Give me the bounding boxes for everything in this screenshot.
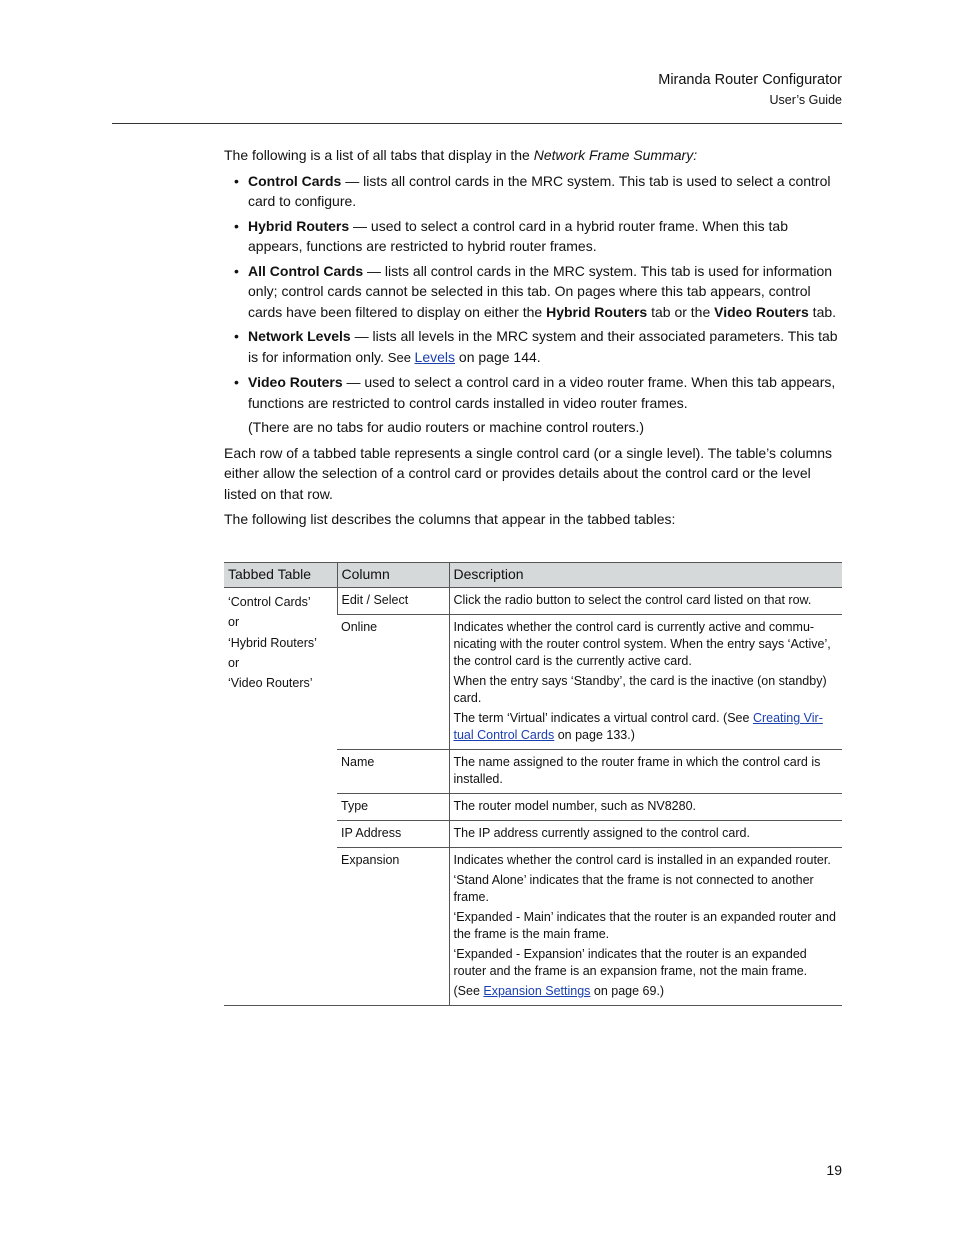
reference-text: on page 133.) [554, 728, 635, 742]
term: Control Cards [248, 172, 342, 189]
definition: — used to select a control card in a hybrid router frame. When this tab appears, functions are restricted to hybrid router frames. [248, 217, 788, 254]
definition-end: tab. [808, 303, 837, 320]
term: Video Routers [248, 374, 343, 390]
list-item [224, 326, 842, 368]
description-text: Click the radio button to select the control card listed on that row. [453, 593, 812, 607]
tabbed-table-cell [224, 588, 337, 1006]
definition-end: on page 144. [455, 348, 541, 365]
column-cell: Type [337, 794, 449, 821]
list-item [224, 372, 842, 413]
column-cell: Online [337, 615, 449, 750]
definition: — lists all control cards in the MRC system. This tab is used for information only; control cards cannot be selected in this tab. On pages where this tab appears, control cards have been filtered to display on either the [248, 262, 833, 320]
conjunction: or [228, 615, 240, 630]
document-title: Miranda Router Configurator [658, 72, 842, 88]
description-text: The router model number, such as NV8280. [453, 799, 696, 813]
description-cell [449, 588, 842, 615]
term: All Control Cards [248, 262, 364, 279]
description-reference [454, 710, 839, 744]
document-subtitle: User’s Guide [769, 93, 842, 107]
description-text: The IP address currently assigned to the control card. [453, 826, 750, 840]
note-paragraph: (There are no tabs for audio routers or machine control routers.) [248, 419, 645, 435]
definition: — lists all control cards in the MRC system. This tab is used to select a control card to configure. [248, 172, 831, 209]
term: Hybrid Routers [248, 217, 350, 234]
description-text: ‘Stand Alone’ indicates that the frame is not connected to another frame. [453, 873, 814, 904]
header-rule [112, 123, 842, 124]
reference-text: The term ‘Virtual’ indicates a virtual control card. (See [453, 711, 753, 725]
intro-text: The following is a list of all tabs that display in the [224, 147, 534, 163]
description-text: Indicates whether the control card is installed in an expanded router. [453, 853, 831, 867]
running-header [658, 70, 842, 109]
description-cell [449, 750, 842, 794]
column-cell: Name [337, 750, 449, 794]
description-text: When the entry says ‘Standby’, the card is the inactive (on standby) card. [453, 674, 827, 705]
definition: — used to select a control card in a video router frame. When this tab appears, functions are restricted to control cards installed in video router frames. [248, 374, 836, 411]
paragraph: The following list describes the columns that appear in the tabbed tables: [224, 511, 676, 527]
description-text: The name assigned to the router frame in which the control card is installed. [453, 755, 821, 786]
tab-name: ‘Control Cards’ [228, 595, 311, 609]
see-text: See [387, 349, 415, 365]
definition: — lists all levels in the MRC system and their associated parameters. This tab is for information only. [248, 328, 838, 365]
description-cell [449, 848, 842, 1006]
header-cell: Tabbed Table [224, 563, 337, 588]
tab-name: ‘Video Routers’ [228, 676, 313, 691]
list-item [224, 171, 842, 212]
reference-text: on page 69.) [590, 984, 665, 998]
tab-name: ‘Hybrid Routers’ [228, 635, 317, 650]
description-cell [449, 615, 842, 750]
bold-term: Video Routers [714, 303, 809, 320]
columns-table [224, 562, 842, 1006]
table-row [224, 588, 842, 615]
column-cell: Expansion [337, 848, 449, 1006]
description-text: ‘Expanded - Expansion’ indicates that the router is an expanded router and the frame is an expansion frame, not the main frame. [453, 947, 808, 978]
list-item [224, 216, 842, 257]
tab-list [224, 171, 842, 414]
term: Network Levels [248, 328, 351, 344]
description-reference [454, 983, 839, 1000]
definition-mid: tab or the [647, 303, 715, 320]
reference-text: (See [453, 984, 484, 998]
intro-emphasis: Network Frame Summary: [533, 147, 698, 163]
paragraph: Each row of a tabbed table represents a single control card (or a single level). The table’s columns either allow the selection of a control card or provides details about the control card or the level listed on that row. [224, 444, 833, 502]
column-cell: IP Address [337, 821, 449, 848]
creating-virtual-control-cards-link[interactable]: Creating Vir-tual Control Cards [453, 711, 823, 742]
page-number: 19 [826, 1162, 842, 1178]
description-text: ‘Expanded - Main’ indicates that the router is an expanded router and the frame is the main frame. [453, 910, 836, 941]
body-text [224, 145, 842, 535]
expansion-settings-link[interactable]: Expansion Settings [483, 984, 591, 998]
header-cell: Column [337, 563, 449, 588]
levels-link[interactable]: Levels [414, 348, 456, 365]
list-item [224, 261, 842, 323]
conjunction: or [228, 655, 240, 670]
description-text: Indicates whether the control card is currently active and commu-nicating with the router control system. When the entry says ‘Active’, the control card is the currently active card. [453, 620, 831, 668]
column-cell: Edit / Select [337, 588, 449, 615]
header-cell: Description [449, 563, 842, 588]
intro-paragraph [224, 145, 842, 166]
description-cell [449, 794, 842, 821]
bold-term: Hybrid Routers [546, 303, 648, 320]
description-cell [449, 821, 842, 848]
table-header-row [224, 563, 842, 588]
